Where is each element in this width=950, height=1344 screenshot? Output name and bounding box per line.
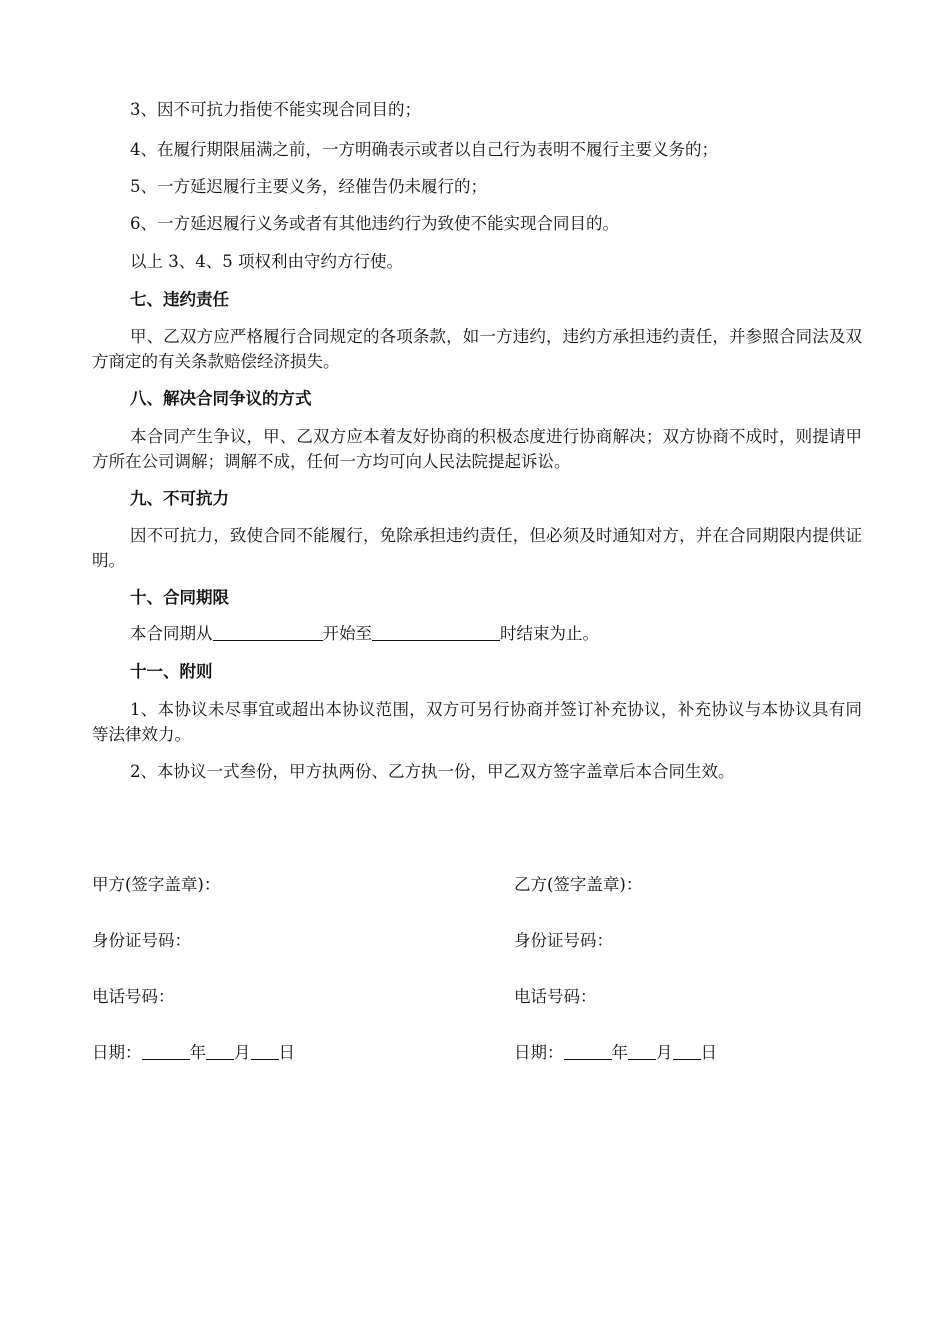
term-mid: 开始至 — [322, 624, 372, 643]
day-blank — [251, 1041, 279, 1060]
year-label: 年 — [189, 1043, 206, 1062]
clause-item-3: 3、因不可抗力指使不能实现合同目的； — [130, 100, 421, 119]
clause-item-6: 6、一方延迟履行义务或者有其他违约行为致使不能实现合同目的。 — [130, 214, 619, 233]
month-label: 月 — [656, 1043, 673, 1062]
party-a-date — [92, 1041, 295, 1065]
party-a-phone-label: 电话号码： — [92, 987, 175, 1006]
month-blank — [628, 1041, 656, 1060]
date-label: 日期： — [514, 1043, 564, 1062]
section-10-body — [130, 622, 599, 646]
year-blank — [142, 1041, 190, 1060]
party-b-phone-label: 电话号码： — [514, 987, 597, 1006]
section-8-body: 本合同产生争议，甲、乙双方应本着友好协商的积极态度进行协商解决；双方协商不成时，则提请甲方所在公司调解；调解不成，任何一方均可向人民法院提起诉讼。 — [92, 427, 862, 471]
date-label: 日期： — [92, 1043, 142, 1062]
year-label: 年 — [611, 1043, 628, 1062]
term-suffix: 时结束为止。 — [500, 624, 599, 643]
section-10-title: 十、合同期限 — [130, 588, 229, 607]
clause-item-4: 4、在履行期限届满之前，一方明确表示或者以自己行为表明不履行主要义务的； — [130, 140, 718, 159]
section-8-title: 八、解决合同争议的方式 — [130, 389, 312, 408]
term-prefix: 本合同期从 — [130, 624, 213, 643]
start-date-blank — [213, 622, 323, 641]
clause-item-5: 5、一方延迟履行主要义务，经催告仍未履行的； — [130, 177, 487, 196]
month-blank — [206, 1041, 234, 1060]
day-label: 日 — [278, 1043, 295, 1062]
party-b-id-label: 身份证号码： — [514, 931, 613, 950]
section-11-title: 十一、附则 — [130, 662, 213, 681]
section-11-item-2: 2、本协议一式叁份，甲方执两份、乙方执一份，甲乙双方签字盖章后本合同生效。 — [130, 762, 735, 781]
party-b-date — [514, 1041, 717, 1065]
day-blank — [673, 1041, 701, 1060]
clause-note: 以上 3、4、5 项权利由守约方行使。 — [130, 252, 403, 271]
section-7-title: 七、违约责任 — [130, 290, 229, 309]
end-date-blank — [372, 622, 500, 641]
month-label: 月 — [234, 1043, 251, 1062]
party-a-id-label: 身份证号码： — [92, 931, 191, 950]
party-b-signature-label: 乙方(签字盖章)： — [514, 875, 643, 894]
section-9-title: 九、不可抗力 — [130, 489, 229, 508]
section-11-item-1: 1、本协议未尽事宜或超出本协议范围，双方可另行协商并签订补充协议，补充协议与本协议具有同等法律效力。 — [92, 700, 862, 744]
section-7-body: 甲、乙双方应严格履行合同规定的各项条款，如一方违约，违约方承担违约责任，并参照合同法及双方商定的有关条款赔偿经济损失。 — [92, 327, 862, 371]
year-blank — [564, 1041, 612, 1060]
section-9-body: 因不可抗力，致使合同不能履行，免除承担违约责任，但必须及时通知对方，并在合同期限内提供证明。 — [92, 526, 862, 570]
day-label: 日 — [700, 1043, 717, 1062]
party-a-signature-label: 甲方(签字盖章)： — [92, 875, 221, 894]
